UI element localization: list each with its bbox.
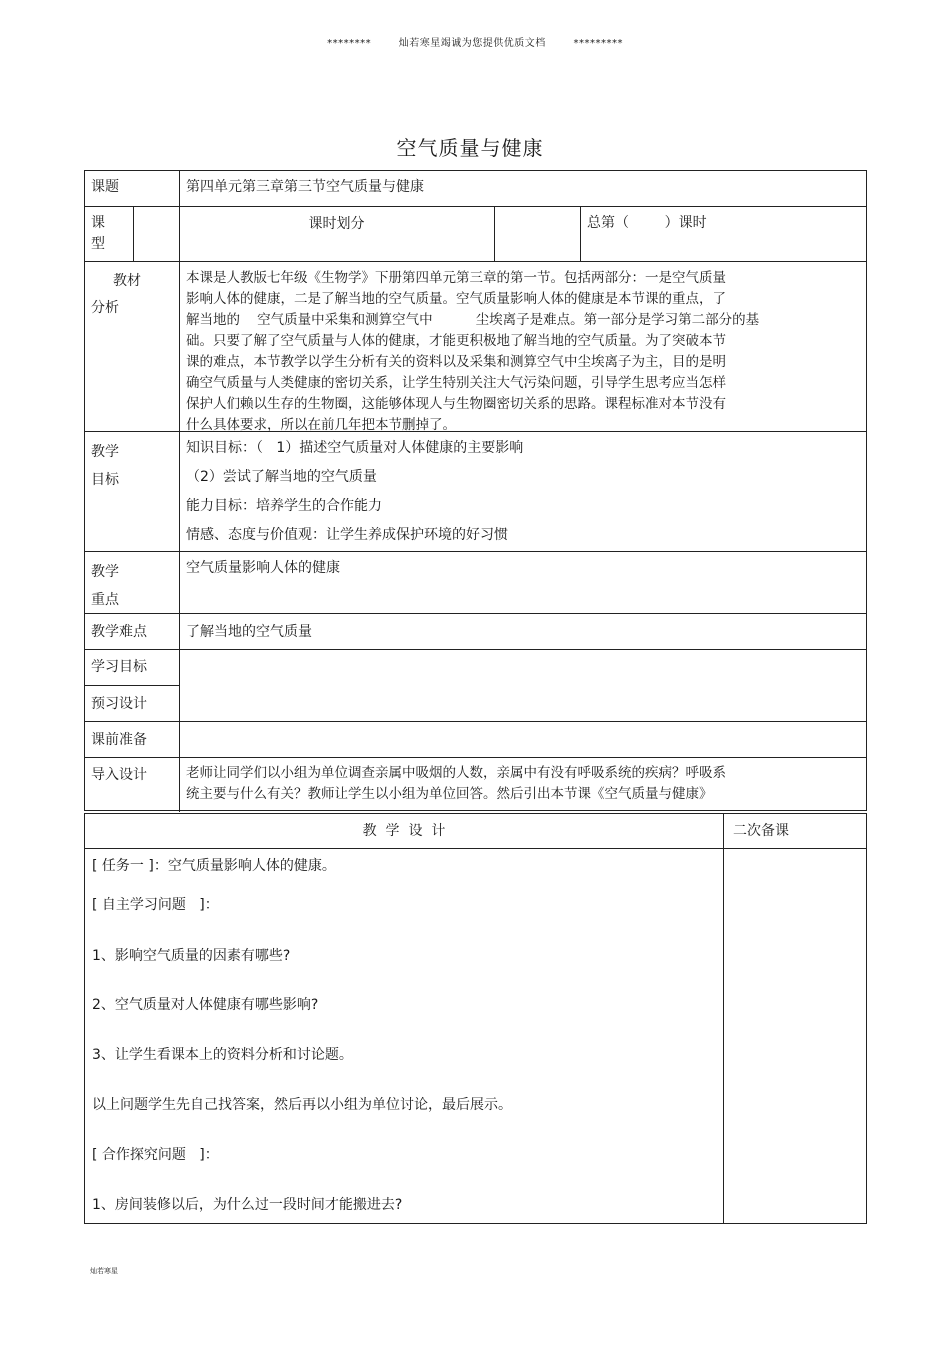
goal-line: 情感、态度与价值观：让学生养成保护环境的好习惯 xyxy=(186,527,508,543)
task-line: [ 自主学习问题 ]： xyxy=(92,897,219,913)
task-line: [ 合作探究问题 ]： xyxy=(92,1147,219,1163)
design-header: 教 学 设 计 xyxy=(362,823,446,839)
intro-text xyxy=(179,758,866,812)
goal-label-1: 教学 xyxy=(91,444,119,460)
goal-text xyxy=(179,432,866,551)
prep-label: 课前准备 xyxy=(91,732,147,748)
material-line: 解当地的 空气质量中采集和测算空气中 尘埃离子是难点。第一部分是学习第二部分的基 xyxy=(186,312,760,328)
material-line: 础。只要了解了空气质量与人体的健康，才能更积极地了解当地的空气质量。为了突破本节 xyxy=(186,333,726,349)
header-stars-left: ******** xyxy=(327,38,372,49)
document-title: 空气质量与健康 xyxy=(396,136,544,160)
row-preparation xyxy=(85,722,866,758)
goal-line: （2）尝试了解当地的空气质量 xyxy=(186,469,377,485)
type-label-1: 课 xyxy=(91,215,105,231)
teaching-design-table xyxy=(84,813,867,1224)
material-line: 课的难点，本节教学以学生分析有关的资料以及采集和测算空气中尘埃离子为主，目的是明 xyxy=(186,354,726,370)
design-header-row xyxy=(85,814,866,849)
row-topic xyxy=(85,171,866,207)
header-text: 灿若寒星竭诚为您提供优质文档 xyxy=(398,38,546,49)
goal-line: 知识目标：（ 1）描述空气质量对人体健康的主要影响 xyxy=(186,440,524,456)
material-line: 影响人体的健康，二是了解当地的空气质量。空气质量影响人体的健康是本节课的重点，了 xyxy=(186,291,726,307)
key-label-2: 重点 xyxy=(91,592,119,608)
task-line: 3、让学生看课本上的资料分析和讨论题。 xyxy=(92,1047,353,1063)
material-line: 保护人们赖以生存的生物圈，这能够体现人与生物圈密切关系的思路。课程标准对本节没有 xyxy=(186,396,726,412)
time-split-label: 课时划分 xyxy=(308,216,365,232)
topic-value: 第四单元第三章第三节空气质量与健康 xyxy=(186,179,424,195)
row-intro-design xyxy=(85,758,866,812)
type-label xyxy=(85,207,133,261)
learning-goal-label: 学习目标 xyxy=(91,659,147,675)
page-header xyxy=(0,34,950,49)
material-text xyxy=(179,262,866,431)
second-prep-header: 二次备课 xyxy=(733,823,789,839)
key-label xyxy=(85,552,179,613)
intro-label: 导入设计 xyxy=(91,767,147,783)
material-line: 本课是人教版七年级《生物学》下册第四单元第三章的第一节。包括两部分：一是空气质量 xyxy=(186,270,726,286)
goal-line: 能力目标：培养学生的合作能力 xyxy=(186,498,382,514)
key-value: 空气质量影响人体的健康 xyxy=(186,560,340,576)
task-content xyxy=(85,849,723,1223)
task-line: 以上问题学生先自己找答案，然后再以小组为单位讨论，最后展示。 xyxy=(92,1097,512,1113)
material-label-2: 分析 xyxy=(91,300,119,316)
material-label-1: 教材 xyxy=(113,273,141,289)
task-line: 2、空气质量对人体健康有哪些影响? xyxy=(92,997,319,1013)
task-line: [ 任务一 ]：空气质量影响人体的健康。 xyxy=(92,858,336,874)
row-material-analysis xyxy=(85,262,866,432)
row-teaching-goals xyxy=(85,432,866,552)
difficulty-label: 教学难点 xyxy=(91,624,147,640)
goal-label xyxy=(85,432,179,551)
total-lessons-label: 总第（ ）课时 xyxy=(587,215,707,231)
lesson-plan-table xyxy=(84,170,867,811)
material-label xyxy=(85,262,179,431)
page-footer: 灿若寒星 xyxy=(90,1267,118,1275)
type-label-2: 型 xyxy=(91,236,105,252)
difficulty-value: 了解当地的空气质量 xyxy=(186,624,312,640)
intro-line: 老师让同学们以小组为单位调查亲属中吸烟的人数，亲属中有没有呼吸系统的疾病？呼吸系 xyxy=(186,765,726,781)
row-learning-preview xyxy=(85,650,866,722)
material-line: 确空气质量与人类健康的密切关系，让学生特别关注大气污染问题，引导学生思考应当怎样 xyxy=(186,375,726,391)
row-key-points xyxy=(85,552,866,614)
goal-label-2: 目标 xyxy=(91,472,119,488)
key-label-1: 教学 xyxy=(91,564,119,580)
row-type xyxy=(85,207,866,262)
task-line: 1、房间装修以后，为什么过一段时间才能搬进去? xyxy=(92,1197,403,1213)
preview-label: 预习设计 xyxy=(91,696,147,712)
header-stars-right: ********* xyxy=(573,38,623,49)
row-difficulty xyxy=(85,614,866,650)
intro-line: 统主要与什么有关？教师让学生以小组为单位回答。然后引出本节课《空气质量与健康》 xyxy=(186,786,713,802)
task-line: 1、影响空气质量的因素有哪些? xyxy=(92,948,291,964)
topic-label: 课题 xyxy=(91,179,119,195)
material-line: 什么具体要求，所以在前几年把本节删掉了。 xyxy=(186,417,456,433)
